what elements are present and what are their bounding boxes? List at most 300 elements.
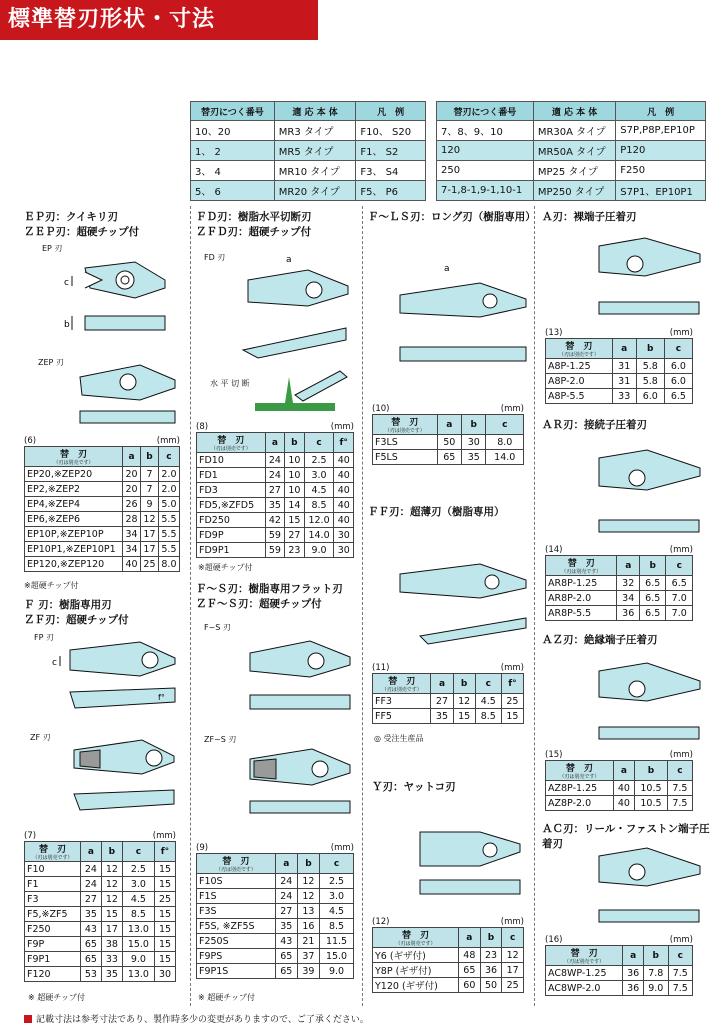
blade-name-cell: AC8WP-2.0 bbox=[546, 981, 623, 996]
value-cell: 65 bbox=[275, 964, 297, 979]
value-cell: 31 bbox=[612, 374, 636, 389]
table-row bbox=[197, 498, 354, 513]
table-row bbox=[25, 877, 176, 892]
table-row bbox=[25, 952, 176, 967]
blade-name-cell: EP4,※ZEP4 bbox=[25, 497, 123, 512]
table-ar bbox=[545, 555, 693, 621]
section-fls-heading: Ｆ～ＬＳ刃：ロング刃（樹脂専用） bbox=[368, 211, 536, 223]
value-cell: 42 bbox=[265, 513, 285, 528]
value-cell: 36 bbox=[480, 963, 502, 978]
blade-name-cell: F250 bbox=[25, 922, 81, 937]
value-cell: 15 bbox=[154, 922, 175, 937]
value-cell: 8.5 bbox=[304, 498, 334, 513]
value-cell: 17 bbox=[141, 542, 159, 557]
reference-cell: 10、20 bbox=[191, 121, 275, 141]
reference-header-row bbox=[437, 102, 706, 121]
reference-cell: MP250 タイプ bbox=[533, 181, 615, 201]
ff-blade-diagram bbox=[380, 550, 530, 650]
value-cell: 16 bbox=[297, 919, 319, 934]
zep-blade-diagram bbox=[70, 355, 180, 430]
table-header-row: (13) (mm) bbox=[545, 328, 693, 338]
table-row bbox=[25, 967, 176, 982]
table-header-row: (10) (mm) bbox=[372, 404, 524, 414]
value-cell: 27 bbox=[275, 904, 297, 919]
value-cell: 40 bbox=[334, 498, 354, 513]
horizontal-cut-diagram bbox=[255, 365, 355, 415]
blade-header bbox=[546, 946, 623, 966]
value-cell: 2.0 bbox=[158, 467, 179, 482]
blade-name-cell: F3S bbox=[197, 904, 276, 919]
table-row bbox=[197, 468, 354, 483]
value-cell: 6.0 bbox=[636, 389, 664, 404]
value-cell: 7.5 bbox=[668, 966, 693, 981]
blade-name-cell: FF5 bbox=[373, 709, 431, 724]
blade-name-cell: Y6 (ギザ付) bbox=[373, 948, 459, 963]
value-cell: 24 bbox=[265, 468, 285, 483]
value-cell: 48 bbox=[459, 948, 481, 963]
blade-header-label: 替 刃 bbox=[217, 436, 245, 446]
table-header-row: (8) (mm) bbox=[196, 422, 354, 432]
ar-blade-diagram bbox=[565, 440, 705, 545]
table-row bbox=[197, 964, 354, 979]
blade-header-sub: （刃は別売です） bbox=[561, 569, 602, 575]
value-cell: 9 bbox=[141, 497, 159, 512]
value-cell: 50 bbox=[480, 978, 502, 993]
fig-label: ZEP 刃 bbox=[38, 358, 64, 367]
blade-header-label: 替 刃 bbox=[388, 677, 416, 687]
table-row bbox=[197, 889, 354, 904]
blade-name-cell: FD9P bbox=[197, 528, 266, 543]
value-cell: 31 bbox=[612, 359, 636, 374]
value-cell: 14.0 bbox=[304, 528, 334, 543]
reference-cell: MR5 タイプ bbox=[274, 141, 356, 161]
blade-name-cell: F3 bbox=[25, 892, 81, 907]
value-cell: 23 bbox=[480, 948, 502, 963]
section-ac-heading: ＡＣ刃：リール・ファストン端子圧着刃 bbox=[542, 823, 710, 850]
value-cell: 35 bbox=[80, 907, 101, 922]
column-header: f° bbox=[501, 674, 523, 694]
column-header: b bbox=[297, 854, 319, 874]
column-header: c bbox=[664, 339, 692, 359]
value-cell: 23 bbox=[285, 543, 305, 558]
value-cell: 9.0 bbox=[304, 543, 334, 558]
value-cell: 6.0 bbox=[664, 374, 692, 389]
value-cell: 65 bbox=[275, 949, 297, 964]
fig-label: FP 刃 bbox=[34, 633, 54, 642]
value-cell: 15 bbox=[154, 862, 175, 877]
column-header: c bbox=[475, 674, 501, 694]
table-row bbox=[25, 482, 180, 497]
value-cell: 30 bbox=[334, 528, 354, 543]
column-header: a bbox=[617, 556, 640, 576]
blade-header-label: 替 刃 bbox=[567, 559, 595, 569]
value-cell: 38 bbox=[101, 937, 122, 952]
reference-header-cell: 適 応 本 体 bbox=[274, 102, 356, 121]
reference-row bbox=[437, 121, 706, 141]
table-fs bbox=[196, 853, 354, 979]
value-cell: 30 bbox=[154, 967, 175, 982]
table-header bbox=[546, 339, 693, 359]
column-divider bbox=[362, 206, 363, 1006]
blade-name-cell: A8P-2.0 bbox=[546, 374, 613, 389]
svg-text:a: a bbox=[444, 264, 450, 274]
ep-blade-diagram bbox=[30, 250, 170, 360]
blade-name-cell: AZ8P-1.25 bbox=[546, 781, 614, 796]
value-cell: 15 bbox=[501, 709, 523, 724]
blade-name-cell: A8P-5.5 bbox=[546, 389, 613, 404]
table-row bbox=[373, 963, 524, 978]
reference-cell: MP25 タイプ bbox=[533, 161, 615, 181]
blade-header bbox=[25, 447, 123, 467]
blade-header-label: 替 刃 bbox=[401, 931, 429, 941]
value-cell: 7.5 bbox=[667, 781, 692, 796]
value-cell: 12 bbox=[141, 512, 159, 527]
table-ac bbox=[545, 945, 693, 996]
table-az bbox=[545, 760, 693, 811]
svg-text:a: a bbox=[286, 255, 292, 265]
value-cell: 10 bbox=[285, 453, 305, 468]
value-cell: 40 bbox=[334, 483, 354, 498]
table-row bbox=[546, 359, 693, 374]
reference-header-cell: 適 応 本 体 bbox=[533, 102, 615, 121]
fig-label: EP 刃 bbox=[42, 244, 63, 253]
blade-name-cell: AZ8P-2.0 bbox=[546, 796, 614, 811]
value-cell: 12 bbox=[101, 877, 122, 892]
table-note: ※超硬チップ付 bbox=[24, 581, 79, 590]
blade-name-cell: F9P1 bbox=[25, 952, 81, 967]
blade-name-cell: F1S bbox=[197, 889, 276, 904]
value-cell: 27 bbox=[431, 694, 453, 709]
column-header: b bbox=[636, 339, 664, 359]
blade-header-label: 替 刃 bbox=[222, 857, 250, 867]
table-row bbox=[25, 497, 180, 512]
table-row bbox=[197, 934, 354, 949]
table-row bbox=[546, 591, 693, 606]
table-row bbox=[197, 453, 354, 468]
blade-header-sub: （刃は別売です） bbox=[564, 959, 605, 965]
value-cell: 60 bbox=[459, 978, 481, 993]
blade-name-cell: AR8P-1.25 bbox=[546, 576, 617, 591]
blade-header-label: 替 刃 bbox=[565, 764, 593, 774]
value-cell: 9.0 bbox=[122, 952, 154, 967]
blade-header bbox=[373, 928, 459, 948]
blade-name-cell: FD3 bbox=[197, 483, 266, 498]
table-row bbox=[25, 467, 180, 482]
value-cell: 35 bbox=[265, 498, 285, 513]
value-cell: 27 bbox=[80, 892, 101, 907]
value-cell: 15 bbox=[285, 513, 305, 528]
table-header bbox=[373, 415, 524, 435]
section-f-heading: Ｆ 刃：樹脂専用刃 ＺＦ刃：超硬チップ付 bbox=[24, 599, 129, 626]
square-bullet-icon bbox=[24, 1015, 32, 1023]
blade-name-cell: EP6,※ZEP6 bbox=[25, 512, 123, 527]
value-cell: 15 bbox=[154, 937, 175, 952]
column-header: b bbox=[453, 674, 475, 694]
fs-blade-diagram bbox=[232, 625, 356, 725]
value-cell: 15 bbox=[101, 907, 122, 922]
reference-cell: 250 bbox=[437, 161, 534, 181]
reference-header-cell: 替刃につく番号 bbox=[437, 102, 534, 121]
value-cell: 28 bbox=[123, 512, 141, 527]
value-cell: 6.5 bbox=[664, 389, 692, 404]
table-f bbox=[24, 841, 176, 982]
value-cell: 12 bbox=[502, 948, 524, 963]
table-row bbox=[197, 949, 354, 964]
column-header: a bbox=[80, 842, 101, 862]
section-fs-heading: Ｆ～Ｓ刃：樹脂専用フラット刃 ＺＦ～Ｓ刃：超硬チップ付 bbox=[196, 583, 343, 610]
value-cell: 11.5 bbox=[320, 934, 354, 949]
value-cell: 43 bbox=[275, 934, 297, 949]
value-cell: 36 bbox=[623, 966, 644, 981]
reference-cell: F10、 S20 bbox=[356, 121, 426, 141]
value-cell: 13.0 bbox=[122, 967, 154, 982]
reference-cell: F1、 S2 bbox=[356, 141, 426, 161]
value-cell: 4.5 bbox=[122, 892, 154, 907]
table-row bbox=[197, 874, 354, 889]
column-divider bbox=[534, 206, 535, 1006]
value-cell: 33 bbox=[101, 952, 122, 967]
value-cell: 12 bbox=[297, 874, 319, 889]
blade-name-cell: F9P1S bbox=[197, 964, 276, 979]
table-header bbox=[197, 433, 354, 453]
blade-name-cell: FD5,※ZFD5 bbox=[197, 498, 266, 513]
value-cell: 15 bbox=[154, 907, 175, 922]
reference-cell: MR10 タイプ bbox=[274, 161, 356, 181]
value-cell: 24 bbox=[80, 877, 101, 892]
table-note: ※超硬チップ付 bbox=[198, 563, 253, 572]
a-blade-diagram bbox=[565, 228, 705, 328]
value-cell: 6.5 bbox=[666, 576, 693, 591]
value-cell: 8.0 bbox=[158, 557, 179, 572]
table-row bbox=[546, 389, 693, 404]
reference-cell: F3、 S4 bbox=[356, 161, 426, 181]
column-header: b bbox=[635, 761, 668, 781]
value-cell: 15.0 bbox=[122, 937, 154, 952]
reference-cell: MR3 タイプ bbox=[274, 121, 356, 141]
value-cell: 26 bbox=[123, 497, 141, 512]
reference-header-cell: 替刃につく番号 bbox=[191, 102, 275, 121]
value-cell: 17 bbox=[141, 527, 159, 542]
blade-name-cell: F1 bbox=[25, 877, 81, 892]
value-cell: 59 bbox=[265, 528, 285, 543]
reference-row bbox=[191, 181, 426, 201]
column-header: a bbox=[437, 415, 461, 435]
column-header: b bbox=[141, 447, 159, 467]
value-cell: 37 bbox=[297, 949, 319, 964]
column-header: c bbox=[158, 447, 179, 467]
value-cell: 7.0 bbox=[666, 606, 693, 621]
value-cell: 65 bbox=[437, 450, 461, 465]
column-header: f° bbox=[334, 433, 354, 453]
column-header: b bbox=[285, 433, 305, 453]
value-cell: 13.0 bbox=[122, 922, 154, 937]
table-header bbox=[546, 556, 693, 576]
svg-text:b: b bbox=[64, 320, 70, 330]
value-cell: 12.0 bbox=[304, 513, 334, 528]
value-cell: 2.5 bbox=[320, 874, 354, 889]
value-cell: 10.5 bbox=[635, 796, 668, 811]
value-cell: 50 bbox=[437, 435, 461, 450]
blade-name-cell: FF3 bbox=[373, 694, 431, 709]
reference-cell: MR20 タイプ bbox=[274, 181, 356, 201]
blade-name-cell: FD10 bbox=[197, 453, 266, 468]
fd-blade-diagram bbox=[228, 250, 358, 360]
value-cell: 40 bbox=[613, 796, 634, 811]
value-cell: 12 bbox=[101, 862, 122, 877]
value-cell: 9.0 bbox=[644, 981, 668, 996]
fls-blade-diagram bbox=[380, 255, 530, 370]
value-cell: 2.0 bbox=[158, 482, 179, 497]
table-header-row: (9) (mm) bbox=[196, 843, 354, 853]
value-cell: 7.0 bbox=[666, 591, 693, 606]
blade-header-sub: （刃は別売です） bbox=[381, 687, 422, 693]
value-cell: 40 bbox=[613, 781, 634, 796]
table-row bbox=[373, 435, 524, 450]
value-cell: 13 bbox=[297, 904, 319, 919]
column-header: a bbox=[123, 447, 141, 467]
value-cell: 33 bbox=[612, 389, 636, 404]
column-header: a bbox=[431, 674, 453, 694]
column-header: c bbox=[502, 928, 524, 948]
table-row bbox=[546, 374, 693, 389]
value-cell: 6.5 bbox=[639, 576, 665, 591]
value-cell: 17 bbox=[101, 922, 122, 937]
value-cell: 15 bbox=[154, 952, 175, 967]
table-row bbox=[546, 796, 693, 811]
blade-name-cell: F10 bbox=[25, 862, 81, 877]
value-cell: 59 bbox=[265, 543, 285, 558]
table-header-row: (12) (mm) bbox=[372, 917, 524, 927]
blade-header-sub: （刃は別売です） bbox=[395, 941, 436, 947]
blade-header-label: 替 刃 bbox=[570, 949, 598, 959]
table-note: ※ 超硬チップ付 bbox=[28, 993, 86, 1002]
blade-header bbox=[546, 556, 617, 576]
value-cell: 17 bbox=[502, 963, 524, 978]
column-header: b bbox=[644, 946, 668, 966]
value-cell: 7 bbox=[141, 467, 159, 482]
blade-name-cell: Y8P (ギザ付) bbox=[373, 963, 459, 978]
table-header-row: (6) (mm) bbox=[24, 436, 180, 446]
table-row bbox=[25, 907, 176, 922]
blade-name-cell: F5LS bbox=[373, 450, 438, 465]
reference-table-right bbox=[436, 101, 706, 201]
value-cell: 2.5 bbox=[122, 862, 154, 877]
value-cell: 2.5 bbox=[304, 453, 334, 468]
table-header-row: (15) (mm) bbox=[545, 750, 693, 760]
value-cell: 34 bbox=[617, 591, 640, 606]
value-cell: 3.0 bbox=[122, 877, 154, 892]
value-cell: 3.0 bbox=[320, 889, 354, 904]
value-cell: 10.5 bbox=[635, 781, 668, 796]
column-header: a bbox=[623, 946, 644, 966]
blade-name-cell: F9PS bbox=[197, 949, 276, 964]
column-header: b bbox=[101, 842, 122, 862]
reference-cell: 120 bbox=[437, 141, 534, 161]
table-y bbox=[372, 927, 524, 993]
table-header bbox=[546, 946, 693, 966]
value-cell: 43 bbox=[80, 922, 101, 937]
blade-header bbox=[197, 433, 266, 453]
value-cell: 25 bbox=[141, 557, 159, 572]
value-cell: 5.8 bbox=[636, 374, 664, 389]
table-header-row: (11) (mm) bbox=[372, 663, 524, 673]
value-cell: 7 bbox=[141, 482, 159, 497]
blade-name-cell: F3LS bbox=[373, 435, 438, 450]
value-cell: 4.5 bbox=[320, 904, 354, 919]
blade-header-label: 替 刃 bbox=[391, 418, 419, 428]
table-ep bbox=[24, 446, 180, 572]
value-cell: 40 bbox=[334, 453, 354, 468]
value-cell: 7.5 bbox=[667, 796, 692, 811]
reference-cell: S7P,P8P,EP10P bbox=[616, 121, 706, 141]
value-cell: 25 bbox=[501, 694, 523, 709]
blade-name-cell: F5S, ※ZF5S bbox=[197, 919, 276, 934]
value-cell: 5.5 bbox=[158, 542, 179, 557]
value-cell: 15 bbox=[154, 877, 175, 892]
reference-row bbox=[191, 121, 426, 141]
blade-name-cell: F10S bbox=[197, 874, 276, 889]
column-header: c bbox=[667, 761, 692, 781]
table-row bbox=[373, 978, 524, 993]
value-cell: 65 bbox=[80, 952, 101, 967]
section-ff-heading: ＦＦ刃：超薄刃（樹脂専用） bbox=[368, 506, 505, 518]
value-cell: 36 bbox=[623, 981, 644, 996]
value-cell: 14.0 bbox=[486, 450, 524, 465]
table-header-row: (7) (mm) bbox=[24, 831, 176, 841]
column-header: f° bbox=[154, 842, 175, 862]
value-cell: 10 bbox=[285, 468, 305, 483]
value-cell: 7.5 bbox=[668, 981, 693, 996]
value-cell: 40 bbox=[123, 557, 141, 572]
reference-row bbox=[191, 141, 426, 161]
table-row bbox=[25, 557, 180, 572]
zf-blade-diagram bbox=[62, 728, 182, 818]
fig-label: FD 刃 bbox=[204, 253, 226, 262]
value-cell: 12 bbox=[101, 892, 122, 907]
blade-header bbox=[197, 854, 276, 874]
value-cell: 65 bbox=[459, 963, 481, 978]
fig-label: ZF 刃 bbox=[30, 733, 51, 742]
svg-text:c: c bbox=[52, 658, 57, 668]
value-cell: 24 bbox=[265, 453, 285, 468]
column-header: a bbox=[612, 339, 636, 359]
value-cell: 53 bbox=[80, 967, 101, 982]
blade-name-cell: EP20,※ZEP20 bbox=[25, 467, 123, 482]
table-header bbox=[25, 842, 176, 862]
value-cell: 24 bbox=[275, 889, 297, 904]
column-header: b bbox=[480, 928, 502, 948]
page-title: 標準替刃形状・寸法 bbox=[0, 0, 318, 40]
value-cell: 34 bbox=[123, 527, 141, 542]
blade-name-cell: EP10P1,※ZEP10P1 bbox=[25, 542, 123, 557]
reference-header-cell: 凡 例 bbox=[356, 102, 426, 121]
table-row bbox=[546, 781, 693, 796]
table-row bbox=[373, 709, 524, 724]
blade-header-sub: （刃は別売です） bbox=[210, 446, 251, 452]
column-divider bbox=[190, 206, 191, 1006]
value-cell: 36 bbox=[617, 606, 640, 621]
section-ar-heading: ＡＲ刃：接続子圧着刃 bbox=[542, 419, 647, 431]
blade-header bbox=[373, 415, 438, 435]
blade-header-label: 替 刃 bbox=[38, 845, 66, 855]
zfs-blade-diagram bbox=[240, 735, 356, 825]
blade-name-cell: EP10P,※ZEP10P bbox=[25, 527, 123, 542]
value-cell: 5.5 bbox=[158, 527, 179, 542]
blade-name-cell: AR8P-5.5 bbox=[546, 606, 617, 621]
value-cell: 5.0 bbox=[158, 497, 179, 512]
reference-row bbox=[191, 161, 426, 181]
value-cell: 14 bbox=[285, 498, 305, 513]
